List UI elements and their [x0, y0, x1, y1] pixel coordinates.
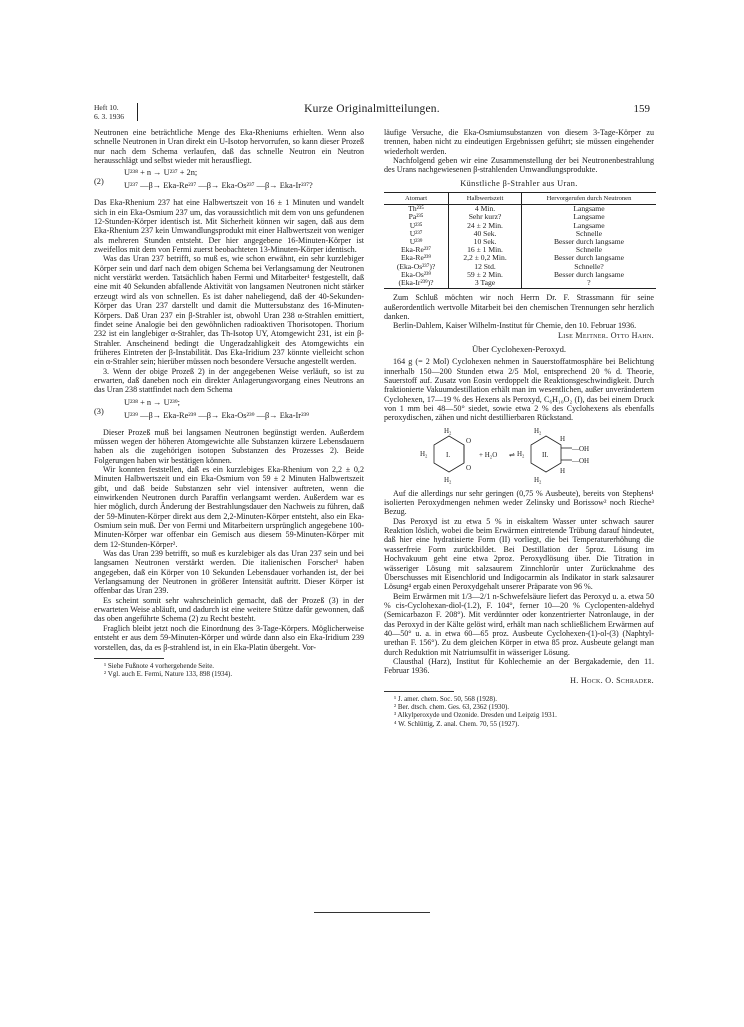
- atom-label: O: [466, 463, 472, 472]
- paragraph: Dieser Prozeß muß bei langsamen Neutronen begünstigt werden. Außerdem müssen wegen der höheren Atomgewichte alle Substanzen kürzere Lebensdauern haben als die zugehörigen isotopen Substanzen des Prozesses 2). Beide Folgerungen haben wir bestätigen können.: [94, 427, 364, 465]
- formula-label: I.: [446, 450, 451, 459]
- table-cell: Sehr kurz?: [449, 213, 522, 221]
- author-signature: Lise Meitner. Otto Hahn.: [557, 330, 654, 340]
- table-cell: (Eka-Os²³⁷)?: [396, 261, 436, 271]
- table-cell: 10 Sek.: [449, 238, 522, 246]
- table-cell: Besser durch langsame: [521, 238, 656, 246]
- equation-line: U²³⁸ + n → U²³⁹;: [124, 397, 180, 407]
- issue-date: 6. 3. 1936: [94, 112, 124, 121]
- left-column: [94, 128, 364, 678]
- atom-label: —OH: [572, 456, 590, 465]
- formula-plus-water: + H₂O: [479, 450, 498, 459]
- table-cell: Eka-Os²³⁹: [401, 269, 432, 279]
- atom-label: H₂: [534, 475, 542, 484]
- table-cell: U²³⁷: [409, 228, 423, 238]
- page-end-rule: [314, 912, 430, 913]
- table-row: [384, 279, 656, 289]
- table-title: Künstliche β-Strahler aus Uran.: [460, 178, 578, 188]
- paragraph: läufige Versuche, die Eka-Osmiumsubstanzen von diesem 3-Tage-Körper zu trennen, haben nicht zu eindeutigen Ergebnissen geführt; sie müssen eingehender wiederholt werden.: [384, 128, 654, 156]
- table-cell: 2,2 ± 0,2 Min.: [449, 254, 522, 262]
- paragraph: Was das Uran 239 betrifft, so muß es kurzlebiger als das Uran 237 sein und bei langsamen Neutronen verstärkt werden. Die italienischen Forscher¹ haben angegeben, daß ein Körper von 10 Sekunden Lebensdauer vorhanden ist, der bei Verlangsamung der Neutronen in größerer Intensität auftritt. Dieser Körper ist offenbar das Uran 239.: [94, 549, 364, 596]
- footnote-rule: [384, 691, 454, 692]
- equation-number: (3): [94, 406, 104, 416]
- equation-3: [94, 398, 364, 425]
- paragraph: Was das Uran 237 betrifft, so muß es, wie schon erwähnt, ein sehr kurzlebiger Körper sein und darf nach dem obigen Schema bei Verlangsamung der Neutronen nicht verstärkt werden. Tatsächlich haben Fermi und Mitarbeiter¹ festgestellt, daß eine mit 40 Sekunden abfallende Aktivität von langsamen Neutronen nicht stärker erzeugt wird als von schnellen. Es ist daher naheliegend, daß der 40-Sekunden-Körper das Uran 237 darstellt und damit die Muttersubstanz des 16-Minuten-Körpers. Daß Uran 237 ein β-Strahler ist, obwohl Uran 238 α-Strahlen emittiert, findet seine Analogie bei den gewöhnlichen radioaktiven Thorisotopen. Thorium 232 ist ein langlebiger α-Strahler, das Th-Isotop UY, Atomgewicht 231, ist ein β-Strahler. Anscheinend bedingt die Ungeradzahligkeit des Atomgewichts ein früheres Eintreten der β-Instabilität. Das Eka-Iridium 237 könnte vielleicht schon ein α-Strahler sein; hierüber müssen noch besondere Versuche angestellt werden.: [94, 254, 364, 367]
- atom-label: H₂: [420, 449, 428, 458]
- beta-emitters-table: [384, 192, 656, 289]
- table-cell: 16 ± 1 Min.: [449, 246, 522, 254]
- table-cell: Schnelle: [521, 230, 656, 238]
- section-title: Über Cyclohexen-Peroxyd.: [471, 344, 567, 355]
- equation-line: U²³⁹ —β→ Eka-Re²³⁹ —β→ Eka-Os²³⁹ —β→ Eka-Ir²³⁹: [124, 410, 310, 420]
- column-header: Halbwertszeit: [449, 193, 522, 205]
- table-cell: U²³⁵: [409, 220, 423, 230]
- paragraph: Auf die allerdings nur sehr geringen (0,75 % Ausbeute), bereits von Stephens¹ isolierten Peroxydmengen nehmen weder Zelinsky und Borissow² noch Rieche³ Bezug.: [384, 488, 654, 517]
- table-cell: 3 Tage: [449, 279, 522, 289]
- atom-label: H: [560, 434, 566, 443]
- structure-diagram: [384, 426, 654, 486]
- atom-label: H₂: [444, 475, 452, 484]
- atom-label: H: [560, 466, 566, 475]
- table-cell: Besser durch langsame: [521, 271, 656, 279]
- table-cell: Pa²³⁵: [408, 212, 424, 222]
- footnote: ⁴ W. Schlüttig, Z. anal. Chem. 70, 55 (1927).: [394, 719, 520, 728]
- table-cell: Langsame: [521, 205, 656, 214]
- footnote: ² Vgl. auch E. Fermi, Nature 133, 898 (1934).: [104, 670, 233, 679]
- paragraph: 164 g (= 2 Mol) Cyclohexen nehmen in Sauerstoffatmosphäre bei Belichtung innerhalb 150—200 Stunden etwa 2/5 Mol, entsprechend 20 % d. Theorie, Sauerstoff auf. Zusatz von Eosin verdoppelt die Reaktionsgeschwindigkeit. Durch fraktionierte Vakuumdestillation erhält man im wesentlichen, außer unverändertem Cyclohexen, 17—19 % des Hexens als Peroxyd, C₆H₁₀O₂ (I), das bei einem Druck von 1 mm bei 48—50° siedet, sowie etwa 2 % des Cyclohexens als ebenfalls peroxydischen, zähen und nicht destillierbaren Rückstand.: [384, 357, 654, 423]
- paragraph: 3. Wenn der obige Prozeß 2) in der angegebenen Weise verläuft, so ist zu erwarten, daß daneben noch ein direkter Anlagerungsvorgang eines Neutrons an das Uran 238 stattfindet nach dem Schema: [94, 366, 364, 395]
- equation-line: U²³⁸ + n → U²³⁷ + 2n;: [124, 168, 198, 178]
- page-number: 159: [633, 103, 650, 115]
- equation-line: U²³⁷ —β→ Eka-Re²³⁷ —β→ Eka-Os²³⁷ —β→ Eka-Ir²³⁷?: [124, 181, 313, 191]
- table-cell: 40 Sek.: [449, 230, 522, 238]
- atom-label: H₂: [517, 449, 525, 458]
- table-cell: Besser durch langsame: [521, 254, 656, 262]
- atom-label: H₂: [534, 426, 542, 435]
- paragraph: Es scheint somit sehr wahrscheinlich gemacht, daß der Prozeß (3) in der erwarteten Weise abläuft, und dadurch ist eine weitere Stütze dafür gewonnen, daß das oben angeführte Schema (2) zu Recht besteht.: [94, 595, 364, 624]
- affiliation-line: Clausthal (Harz), Institut für Kohlechemie an der Bergakademie, den 11. Februar 1936.: [384, 656, 654, 676]
- table-cell: 12 Std.: [449, 263, 522, 271]
- author-signature: H. Hock. O. Schrader.: [570, 675, 654, 685]
- arrow-glyph: ⇌: [509, 450, 515, 459]
- footnote: ¹ Siehe Fußnote 4 vorhergehende Seite.: [104, 661, 215, 670]
- table-cell: ?: [521, 279, 656, 289]
- paragraph: Nachfolgend geben wir eine Zusammenstellung der bei Neutronenbestrahlung des Urans nachgewiesenen β-strahlenden Umwandlungsprodukte.: [384, 156, 654, 175]
- paragraph: Das Peroxyd ist zu etwa 5 % in eiskaltem Wasser unter schwach saurer Reaktion löslich, wobei die beim Erwärmen eintretende Trübung darauf hindeutet, daß hier eine hydratisierte Form (II) vorliegt, die bei Temperaturerhöhung die wasserfreie Form zurückbildet. Bei Destillation der 5proz. Lösung im Hochvakuum geht eine etwa 2proz. Peroxydlösung über. Die Titration in wässeriger Lösung mit salzsaurem Zinnchlorür unter Zurücknahme des Überschusses mit Eisenchlorid und Indigocarmin als Indikator in stark salzsaurer Lösung⁴ ergab einen Peroxydgehalt unserer Präparate von 96 %.: [384, 516, 654, 592]
- affiliation-line: Berlin-Dahlem, Kaiser Wilhelm-Institut für Chemie, den 10. Februar 1936.: [393, 321, 637, 331]
- table-cell: U²³⁹: [409, 237, 423, 247]
- table-row: [384, 205, 656, 214]
- structural-formula: [384, 426, 654, 486]
- atom-label: O: [466, 436, 472, 445]
- table-cell: Schnelle?: [521, 263, 656, 271]
- footnote: ¹ J. amer. chem. Soc. 50, 568 (1928).: [394, 694, 497, 703]
- issue-number: Heft 10.: [94, 103, 119, 112]
- equation-number: (2): [94, 177, 104, 187]
- table-row: [384, 213, 656, 221]
- column-header: Atomart: [384, 193, 449, 205]
- table-cell: 24 ± 2 Min.: [449, 222, 522, 230]
- paragraph: Zum Schluß möchten wir noch Herrn Dr. F. Strassmann für seine außerordentlich wertvolle Mitarbeit bei den chemischen Trennungen sehr herzlich danken.: [384, 293, 654, 321]
- running-title: Kurze Originalmitteilungen.: [304, 103, 440, 115]
- table-cell: 59 ± 2 Min.: [449, 271, 522, 279]
- paragraph: Das Eka-Rhenium 237 hat eine Halbwertszeit von 16 ± 1 Minuten und wandelt sich in ein Eka-Osmium 237 um, das voraussichtlich mit dem von uns gefundenen 12-Stunden-Körper identisch ist. Mit Sicherheit können wir sagen, daß aus dem Eka-Rhenium 237 kein Umwandlungsprodukt mit einer Halbwertszeit von weniger als mehreren Stunden entsteht. Der hier angegebene 16-Minuten-Körper ist zweifellos mit dem von Fermi zuerst beobachteten 13-Minuten-Körper identisch.: [94, 198, 364, 255]
- table-cell: 4 Min.: [449, 205, 522, 214]
- column-header: Hervorgerufen durch Neutronen: [521, 193, 656, 205]
- table-cell: (Eka-Ir²³⁹)?: [384, 279, 449, 289]
- table-cell: Langsame: [521, 213, 656, 221]
- table-row: [384, 222, 656, 230]
- footnote: ³ Alkylperoxyde und Ozonide. Dresden und Leipzig 1931.: [394, 711, 557, 720]
- footnote: ² Ber. dtsch. chem. Ges. 63, 2362 (1930).: [394, 703, 510, 712]
- atom-label: H₂: [444, 426, 452, 435]
- table-cell: Schnelle: [521, 246, 656, 254]
- paragraph: Fraglich bleibt jetzt noch die Einordnung des 3-Tage-Körpers. Möglicherweise entsteht er aus dem 59-Minuten-Körper und würde dann also ein Eka-Iridium 239 vorstellen, das, da es β-strahlend ist, in ein Eka-Platin übergeht. Vor-: [94, 623, 364, 652]
- table-cell: Eka-Re²³⁷: [401, 245, 432, 255]
- table-cell: Eka-Re²³⁹: [401, 253, 432, 263]
- paragraph: Beim Erwärmen mit 1/3—2/1 n-Schwefelsäure liefert das Peroxyd u. a. etwa 50 % cis-Cyclohexan-diol-(1.2), F. 104°, ferner 10—20 % Cyclopenten-aldehyd (Semicarbazon F. 208°). Mit verdünnter oder konzentrierter Natronlauge, in der das Peroxyd in der Kälte gelöst wird, erhält man nach schließlichem Erwärmen auf 40—50° u. a. in etwa 60—65 proz. Ausbeute Cyclohexen-(1)-ol-(3) (Naphtyl-urethan F. 156°). Zu dem gleichen Körper in etwa 85 proz. Ausbeute gelangt man durch Reduktion mit Natriumsulfit in wässeriger Lösung.: [384, 591, 654, 657]
- table-header-row: [384, 193, 656, 205]
- right-column: [384, 128, 654, 728]
- equation-2: [94, 168, 364, 195]
- table-cell: Th²³⁵: [408, 204, 424, 214]
- atom-label: —OH: [572, 444, 590, 453]
- footnote-rule: [94, 658, 164, 659]
- table-cell: Langsame: [521, 222, 656, 230]
- paragraph: Wir konnten feststellen, daß es ein kurzlebiges Eka-Rhenium von 2,2 ± 0,2 Minuten Halbwertszeit und ein Eka-Osmium von 59 ± 2 Minuten Halbwertszeit gibt, und daß beide Substanzen sehr viel intensiver auftreten, wenn die einwirkenden Neutronen durch Paraffin verlangsamt werden. Außerdem war es hier möglich, durch Änderung der Bestrahlungsdauer den Nachweis zu führen, daß der 59-Minuten-Körper direkt aus dem 2,2-Minuten-Körper entsteht, also ein Eka-Osmium sein muß. Der von Fermi und Mitarbeitern ursprünglich angegebene 100-Minuten-Körper war offenbar ein Gemisch aus diesem 59-Minuten-Körper mit dem 12-Stunden-Körper².: [94, 464, 364, 549]
- formula-label: II.: [542, 450, 549, 459]
- paragraph: Neutronen eine beträchtliche Menge des Eka-Rheniums erhielten. Wenn also schnelle Neutronen in Uran direkt ein U-Isotop hervorrufen, so kann dieser Prozeß nur nach dem Schema verlaufen, daß das schnelle Neutron ein Neutron herausschlägt und selbst wieder mit herausfliegt.: [94, 128, 364, 166]
